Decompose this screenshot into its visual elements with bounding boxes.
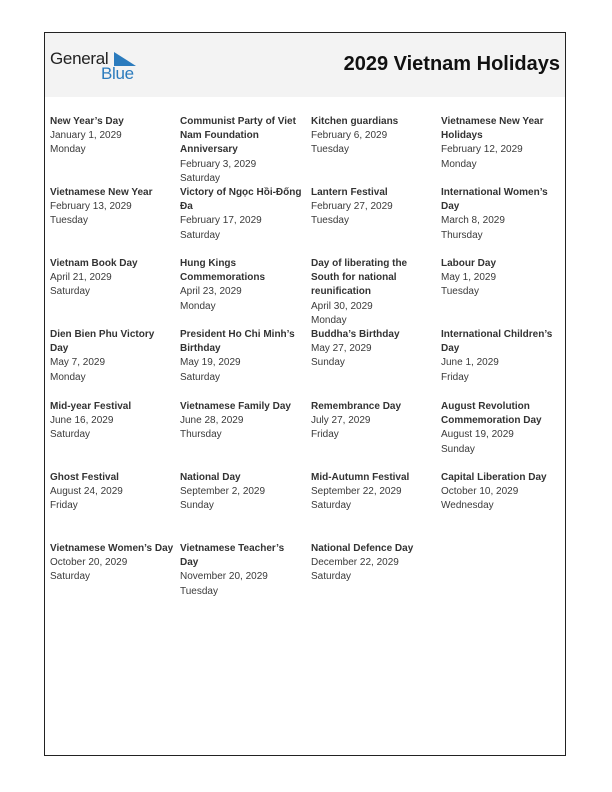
holiday-date: October 10, 2029 bbox=[441, 486, 519, 498]
holiday-item bbox=[311, 257, 435, 328]
holiday-item bbox=[311, 328, 435, 371]
holiday-item bbox=[180, 542, 304, 599]
holiday-date: July 27, 2029 bbox=[311, 415, 371, 427]
holiday-name: Vietnamese Women’s Day bbox=[50, 543, 174, 554]
holiday-weekday: Saturday bbox=[180, 229, 221, 241]
holiday-name: International Women’s Day bbox=[441, 187, 548, 213]
holiday-item bbox=[441, 186, 565, 243]
holiday-name: President Ho Chi Minh’s Birthday bbox=[180, 329, 295, 355]
holiday-name: Vietnam Book Day bbox=[50, 258, 138, 269]
logo-text-general: General bbox=[50, 49, 109, 68]
holiday-name: Mid-Autumn Festival bbox=[311, 472, 410, 483]
holiday-item bbox=[311, 400, 435, 443]
holiday-item bbox=[50, 400, 174, 443]
holiday-date: June 28, 2029 bbox=[180, 415, 244, 427]
holiday-weekday: Monday bbox=[50, 144, 86, 156]
holiday-name: Capital Liberation Day bbox=[441, 472, 547, 483]
holiday-weekday: Tuesday bbox=[180, 585, 218, 597]
holiday-date: October 20, 2029 bbox=[50, 557, 128, 569]
holiday-weekday: Thursday bbox=[441, 229, 483, 241]
holiday-item bbox=[441, 400, 565, 457]
holiday-item bbox=[50, 328, 174, 385]
holiday-name: Dien Bien Phu Victory Day bbox=[50, 329, 155, 355]
holiday-date: June 1, 2029 bbox=[441, 357, 499, 369]
holiday-date: January 1, 2029 bbox=[50, 130, 122, 142]
holiday-item bbox=[180, 471, 304, 514]
holiday-name: Ghost Festival bbox=[50, 472, 119, 483]
holiday-weekday: Sunday bbox=[311, 357, 345, 369]
holiday-date: September 22, 2029 bbox=[311, 486, 402, 498]
holiday-weekday: Friday bbox=[311, 429, 339, 441]
holiday-weekday: Tuesday bbox=[441, 286, 479, 298]
holiday-weekday: Tuesday bbox=[50, 215, 88, 227]
holiday-name: Labour Day bbox=[441, 258, 497, 269]
holiday-name: New Year’s Day bbox=[50, 116, 124, 127]
holiday-item bbox=[180, 257, 304, 314]
holiday-item bbox=[50, 186, 174, 229]
holiday-item bbox=[180, 115, 304, 186]
holiday-date: March 8, 2029 bbox=[441, 215, 505, 227]
holiday-weekday: Saturday bbox=[180, 371, 221, 383]
holiday-item bbox=[441, 328, 565, 385]
brand-logo bbox=[50, 49, 140, 83]
holiday-date: May 27, 2029 bbox=[311, 343, 372, 355]
holiday-name: Hung Kings Commemorations bbox=[180, 258, 266, 284]
holiday-item bbox=[311, 115, 435, 158]
holiday-item bbox=[50, 257, 174, 300]
holiday-date: December 22, 2029 bbox=[311, 557, 399, 569]
holiday-weekday: Monday bbox=[441, 158, 477, 170]
holiday-name: International Children’s Day bbox=[441, 329, 553, 355]
holiday-date: May 19, 2029 bbox=[180, 357, 241, 369]
holiday-item bbox=[50, 471, 174, 514]
logo-text-blue: Blue bbox=[101, 64, 134, 83]
holiday-weekday: Sunday bbox=[441, 443, 475, 455]
holiday-name: National Day bbox=[180, 472, 241, 483]
holiday-date: February 27, 2029 bbox=[311, 201, 393, 213]
page-header bbox=[45, 33, 565, 97]
holiday-item bbox=[50, 542, 174, 585]
holiday-date: June 16, 2029 bbox=[50, 415, 114, 427]
holiday-weekday: Saturday bbox=[311, 571, 352, 583]
holiday-name: Vietnamese New Year bbox=[50, 187, 153, 198]
holiday-weekday: Saturday bbox=[50, 571, 91, 583]
holiday-name: National Defence Day bbox=[311, 543, 414, 554]
holiday-weekday: Friday bbox=[441, 371, 469, 383]
holiday-weekday: Tuesday bbox=[311, 144, 349, 156]
holiday-item bbox=[311, 186, 435, 229]
holiday-date: September 2, 2029 bbox=[180, 486, 266, 498]
holiday-weekday: Monday bbox=[50, 371, 86, 383]
holiday-date: April 30, 2029 bbox=[311, 300, 373, 312]
holiday-date: February 17, 2029 bbox=[180, 215, 262, 227]
page-title: 2029 Vietnam Holidays bbox=[343, 53, 560, 75]
holiday-item bbox=[311, 542, 435, 585]
holiday-date: February 12, 2029 bbox=[441, 144, 523, 156]
holiday-weekday: Saturday bbox=[50, 429, 91, 441]
holiday-weekday: Monday bbox=[180, 300, 216, 312]
holiday-date: February 13, 2029 bbox=[50, 201, 132, 213]
holiday-weekday: Saturday bbox=[180, 172, 221, 184]
holiday-name: Remembrance Day bbox=[311, 401, 402, 412]
holiday-name: Vietnamese Family Day bbox=[180, 401, 291, 412]
holiday-weekday: Sunday bbox=[180, 500, 214, 512]
holiday-date: November 20, 2029 bbox=[180, 571, 268, 583]
holiday-date: May 7, 2029 bbox=[50, 357, 106, 369]
holiday-name: Communist Party of Viet Nam Foundation Anniversary bbox=[180, 116, 296, 156]
holiday-item bbox=[441, 257, 565, 300]
holiday-item bbox=[441, 115, 565, 172]
holiday-weekday: Tuesday bbox=[311, 215, 349, 227]
holiday-name: Vietnamese New Year Holidays bbox=[441, 116, 544, 142]
holiday-date: February 6, 2029 bbox=[311, 130, 388, 142]
holiday-item bbox=[50, 115, 174, 158]
holiday-weekday: Thursday bbox=[180, 429, 222, 441]
holiday-name: Lantern Festival bbox=[311, 187, 388, 198]
holiday-item bbox=[180, 400, 304, 443]
holiday-date: May 1, 2029 bbox=[441, 272, 497, 284]
holiday-name: Day of liberating the South for national reunification bbox=[311, 258, 408, 298]
holiday-weekday: Friday bbox=[50, 500, 78, 512]
holiday-date: April 21, 2029 bbox=[50, 272, 112, 284]
holiday-weekday: Saturday bbox=[50, 286, 91, 298]
holiday-weekday: Saturday bbox=[311, 500, 352, 512]
holiday-date: August 24, 2029 bbox=[50, 486, 123, 498]
holiday-date: April 23, 2029 bbox=[180, 286, 242, 298]
holiday-date: February 3, 2029 bbox=[180, 158, 257, 170]
holiday-name: Buddha’s Birthday bbox=[311, 329, 400, 340]
holiday-name: Victory of Ngọc Hồi-Đống Đa bbox=[180, 187, 302, 213]
holiday-item bbox=[180, 186, 304, 243]
holiday-item bbox=[311, 471, 435, 514]
holiday-weekday: Monday bbox=[311, 314, 347, 326]
calendar-page bbox=[44, 32, 566, 756]
holiday-name: Vietnamese Teacher’s Day bbox=[180, 543, 285, 569]
holiday-item bbox=[180, 328, 304, 385]
holiday-weekday: Wednesday bbox=[441, 500, 494, 512]
holiday-name: August Revolution Commemoration Day bbox=[441, 401, 542, 427]
holiday-name: Mid-year Festival bbox=[50, 401, 132, 412]
holiday-item bbox=[441, 471, 565, 514]
holiday-date: August 19, 2029 bbox=[441, 429, 514, 441]
holiday-name: Kitchen guardians bbox=[311, 116, 399, 127]
